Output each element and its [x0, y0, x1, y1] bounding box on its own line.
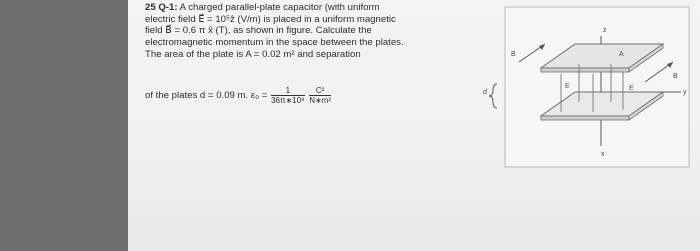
unit-numerator: C² — [309, 86, 331, 96]
label-e-left: E — [565, 83, 570, 90]
question-line: electric field E⃗ = 10⁵ẑ (V/m) is placed in a uniform magnetic — [145, 13, 396, 25]
unit-denominator: N∗m² — [309, 96, 331, 105]
question-text — [145, 2, 475, 61]
label-e-right: E — [629, 85, 634, 92]
permittivity-unit-fraction — [309, 86, 331, 105]
question-line: The area of the plate is A = 0.02 m² and separation — [145, 48, 361, 60]
permittivity-line — [145, 86, 332, 105]
permittivity-denominator: 36π∗10⁹ — [271, 96, 305, 105]
label-a: A — [619, 51, 624, 58]
question-line-1 — [145, 2, 475, 14]
permittivity-fraction — [271, 86, 304, 105]
label-y: y — [683, 89, 687, 96]
capacitor-figure — [483, 6, 693, 186]
label-b-right: B — [673, 73, 678, 80]
label-z: z — [603, 27, 607, 34]
figure-frame — [505, 7, 689, 167]
label-x: x — [601, 151, 605, 158]
question-number: Q-1: — [158, 2, 178, 13]
question-line: field B⃗ = 0.6 π x̂ (T), as shown in figure. Calculate the — [145, 25, 372, 37]
question-prefix: 25 — [145, 2, 156, 13]
bottom-plate-edge — [541, 116, 629, 120]
label-b-left: B — [511, 51, 516, 58]
capacitor-diagram — [483, 6, 693, 186]
separation-bracket — [489, 84, 497, 108]
permittivity-numerator: 1 — [271, 86, 304, 96]
label-d: d — [483, 89, 487, 96]
question-line: A charged parallel-plate capacitor (with uniform — [179, 2, 380, 13]
permittivity-prefix: of the plates d = 0.09 m. ε₀ = — [145, 90, 268, 102]
top-plate-edge — [541, 68, 629, 72]
question-line: electromagnetic momentum in the space between the plates. — [145, 37, 404, 49]
